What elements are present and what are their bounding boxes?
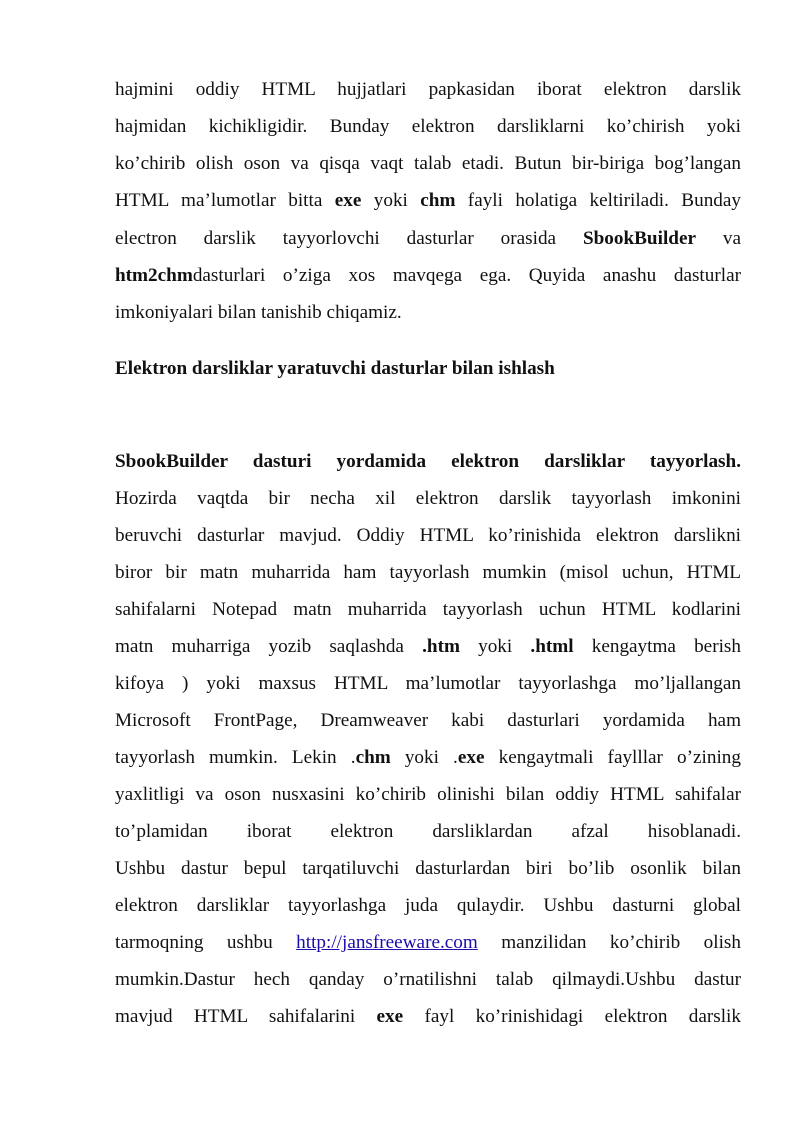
bold-term: exe — [457, 748, 485, 768]
text-run: mavjud HTML sahifalarini — [115, 1007, 377, 1027]
text-run: yoki — [361, 191, 421, 211]
text-run: tayyorlash mumkin. Lekin . — [115, 748, 356, 768]
bold-term: .html — [530, 637, 574, 657]
paragraph-1-line-3: ko’chirib olish oson va qisqa vaqt talab etadi. Butun bir-biriga bog’langan — [115, 154, 741, 174]
paragraph-2-line-16 — [115, 1007, 741, 1026]
paragraph-2-line-15: mumkin.Dastur hech qanday o’rnatilishni talab qilmaydi.Ushbu dastur — [115, 970, 741, 990]
paragraph-1-line-5 — [115, 229, 741, 248]
paragraph-2-line-1 — [115, 452, 741, 471]
bold-term: chm — [420, 191, 456, 211]
text-run: fayl ko’rinishidagi elektron darslik — [403, 1007, 741, 1027]
jansfreeware-link[interactable]: http://jansfreeware.com — [296, 933, 478, 953]
paragraph-1-line-7: imkoniyalari bilan tanishib chiqamiz. — [115, 303, 402, 323]
paragraph-2-line-11: to’plamidan iborat elektron darsliklardan afzal hisoblanadi. — [115, 822, 741, 842]
bold-term: exe — [376, 1007, 404, 1027]
section-heading: Elektron darsliklar yaratuvchi dasturlar bilan ishlash — [115, 359, 555, 379]
paragraph-2-line-2: Hozirda vaqtda bir necha xil elektron darslik tayyorlash imkonini — [115, 489, 741, 509]
paragraph-2-line-13: elektron darsliklar tayyorlashga juda qulaydir. Ushbu dasturni global — [115, 896, 741, 916]
paragraph-2-line-10: yaxlitligi va oson nusxasini ko’chirib olinishi bilan oddiy HTML sahifalar — [115, 785, 741, 805]
bold-term: htm2chm — [115, 266, 193, 286]
paragraph-1-line-4 — [115, 191, 741, 210]
bold-lead: SbookBuilder dasturi yordamida elektron darsliklar tayyorlash. — [115, 452, 741, 472]
text-run: yoki . — [390, 748, 458, 768]
text-run: kengaytma berish — [573, 637, 741, 657]
text-run: matn muharriga yozib saqlashda — [115, 637, 423, 657]
paragraph-2-line-9 — [115, 748, 741, 767]
paragraph-2-line-8: Microsoft FrontPage, Dreamweaver kabi dasturlari yordamida ham — [115, 711, 741, 731]
text-run: va — [695, 229, 741, 249]
text-run: dasturlari o’ziga xos mavqega ega. Quyida anashu dasturlar — [192, 266, 741, 286]
paragraph-2-line-14 — [115, 933, 741, 952]
text-run: manzilidan ko’chirib olish — [477, 933, 741, 953]
bold-term: .htm — [422, 637, 460, 657]
paragraph-2-line-6 — [115, 637, 741, 656]
paragraph-1-line-2: hajmidan kichikligidir. Bunday elektron darsliklarni ko’chirish yoki — [115, 117, 741, 137]
paragraph-1-line-6 — [115, 266, 741, 285]
paragraph-2-line-5: sahifalarni Notepad matn muharrida tayyorlash uchun HTML kodlarini — [115, 600, 741, 620]
text-run: tarmoqning ushbu — [115, 933, 297, 953]
text-run: fayli holatiga keltiriladi. Bunday — [455, 191, 741, 211]
paragraph-1-line-1: hajmini oddiy HTML hujjatlari papkasidan iborat elektron darslik — [115, 80, 741, 100]
paragraph-2-line-3: beruvchi dasturlar mavjud. Oddiy HTML ko’rinishida elektron darslikni — [115, 526, 741, 546]
bold-term: chm — [355, 748, 391, 768]
text-run: electron darslik tayyorlovchi dasturlar orasida — [115, 229, 583, 249]
paragraph-2-line-12: Ushbu dastur bepul tarqatiluvchi dasturlardan biri bo’lib osonlik bilan — [115, 859, 741, 879]
text-run: HTML ma’lumotlar bitta — [115, 191, 335, 211]
bold-term: exe — [334, 191, 362, 211]
bold-term: SbookBuilder — [582, 229, 696, 249]
paragraph-2-line-7: kifoya ) yoki maxsus HTML ma’lumotlar tayyorlashga mo’ljallangan — [115, 674, 741, 694]
text-run: kengaytmali faylllar o’zining — [484, 748, 741, 768]
text-run: yoki — [459, 637, 531, 657]
paragraph-2-line-4: biror bir matn muharrida ham tayyorlash mumkin (misol uchun, HTML — [115, 563, 741, 583]
